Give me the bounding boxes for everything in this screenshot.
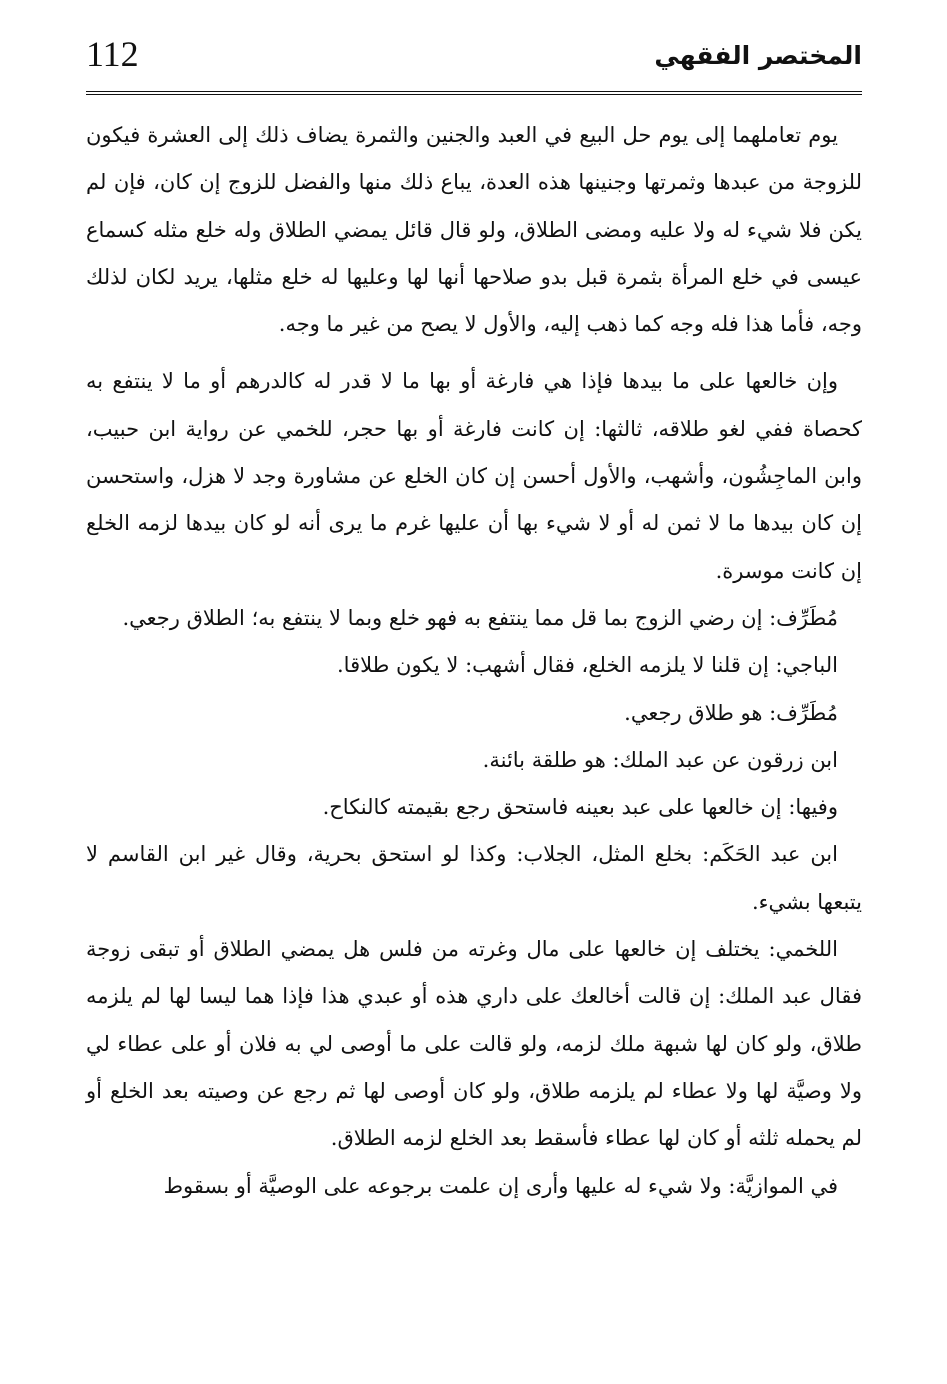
paragraph-5: مُطَرِّف: هو طلاق رجعي.: [624, 700, 838, 725]
paragraph-7: وفيها: إن خالعها على عبد بعينه فاستحق رجع بقيمته كالنكاح.: [322, 795, 838, 820]
paragraph-10: في الموازيَّة: ولا شيء له عليها وأرى إن علمت برجوعه على الوصيَّة أو بسقوط: [163, 1173, 838, 1198]
paragraph-3: مُطَرِّف: إن رضي الزوج بما قل مما ينتفع به فهو خلع وبما لا ينتفع به؛ الطلاق رجعي.: [122, 605, 838, 630]
body-text: [86, 112, 862, 1210]
paragraph-9: اللخمي: يختلف إن خالعها على مال وغرته من فلس هل يمضي الطلاق أو تبقى زوجة فقال عبد الملك: إن قالت أخالعك على داري هذه أو عبدي هذا فإذا هما ليسا لها لم يلزمه طلاق، ولو كان لها شبهة ملك لزمه، ولو قالت على ما أوصى لي به فلان أو على عطاء لي ولا وصيَّة لها ولا عطاء لم يلزمه طلاق، ولو كان أوصى لها ثم رجع عن وصيته بعد الخلع أو لم يحمله ثلثه أو كان لها عطاء فأسقط بعد الخلع لزمه الطلاق.: [86, 937, 862, 1151]
page-number: 112: [86, 34, 139, 74]
running-head: [86, 30, 862, 86]
paragraph-6: ابن زرقون عن عبد الملك: هو طلقة بائنة.: [482, 747, 838, 772]
header-divider: [86, 91, 862, 95]
paragraph-1: يوم تعاملهما إلى يوم حل البيع في العبد والجنين والثمرة يضاف ذلك إلى العشرة فيكون للزوجة من عبدها وثمرتها وجنينها هذه العدة، يباع ذلك منها والفضل للزوج إن كان، فإن لم يكن فلا شيء له ولا عليه ومضى الطلاق، ولو قال قائل يمضي الطلاق وله خلع مثله كسماع عيسى في خلع المرأة بثمرة قبل بدو صلاحها أنها لها وعليها له خلع مثلها، يريد لكان لذلك وجه، فأما هذا فله وجه كما ذهب إليه، والأول لا يصح من غير ما وجه.: [86, 123, 862, 337]
book-title: المختصر الفقهي: [654, 41, 862, 70]
paragraph-4: الباجي: إن قلنا لا يلزمه الخلع، فقال أشهب: لا يكون طلاقا.: [337, 653, 838, 678]
paragraph-8: ابن عبد الحَكَم: بخلع المثل، الجلاب: وكذا لو استحق بحرية، وقال غير ابن القاسم لا يتبعها بشيء.: [86, 842, 862, 914]
paragraph-2: وإن خالعها على ما بيدها فإذا هي فارغة أو بها ما لا قدر له كالدرهم أو ما لا ينتفع به كحصاة ففي لغو طلاقه، ثالثها: إن كانت فارغة أو بها حجر، للخمي عن رواية ابن حبيب، وابن الماجِشُون، وأشهب، والأول أحسن إن كان الخلع عن مشاورة وجد لا هزل، واستحسن إن كان بيدها ما لا ثمن له أو لا شيء بها أن عليها غرم ما يرى أنه لو كان بيدها لزمه الخلع إن كانت موسرة.: [86, 369, 862, 583]
